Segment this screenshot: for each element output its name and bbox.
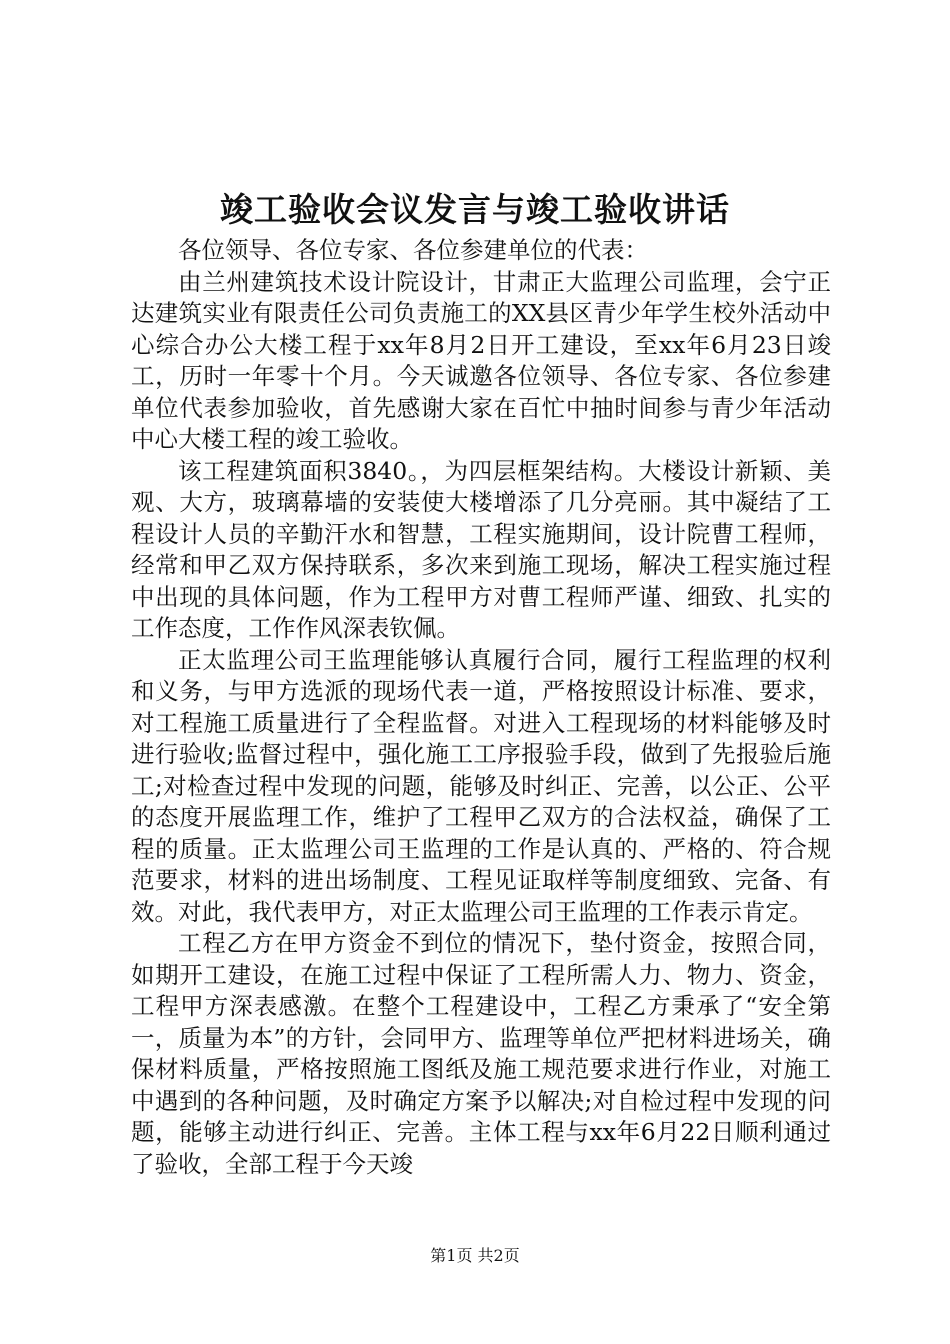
paragraph-building-design: 该工程建筑面积3840。，为四层框架结构。大楼设计新颖、美观、大方，玻璃幕墙的安装使大楼增添了几分亮丽。其中凝结了工程设计人员的辛勤汗水和智慧，工程实施期间，设计院曹工程师，经常和甲乙双方保持联系，多次来到施工现场，解决工程实施过程中出现的具体问题，作为工程甲方对曹工程师严谨、细致、扎实的工作态度，工作作风深表钦佩。 [131,456,831,642]
paragraph-contractor: 工程乙方在甲方资金不到位的情况下，垫付资金，按照合同，如期开工建设，在施工过程中保证了工程所需人力、物力、资金，工程甲方深表感激。在整个工程建设中，工程乙方秉承了“安全第一，质量为本”的方针，会同甲方、监理等单位严把材料进场关，确保材料质量，严格按照施工图纸及施工规范要求进行作业，对施工中遇到的各种问题，及时确定方案予以解决;对自检过程中发现的问题，能够主动进行纠正、完善。主体工程与xx年6月22日顺利通过了验收，全部工程于今天竣 [131,929,831,1178]
paragraph-supervision: 正太监理公司王监理能够认真履行合同，履行工程监理的权利和义务，与甲方选派的现场代表一道，严格按照设计标准、要求，对工程施工质量进行了全程监督。对进入工程现场的材料能够及时进行验收;监督过程中，强化施工工序报验手段，做到了先报验后施工;对检查过程中发现的问题，能够及时纠正、完善，以公正、公平的态度开展监理工作，维护了工程甲乙双方的合法权益，确保了工程的质量。正太监理公司王监理的工作是认真的、严格的、符合规范要求，材料的进出场制度、工程见证取样等制度细致、完备、有效。对此，我代表甲方，对正太监理公司王监理的工作表示肯定。 [131,645,831,926]
page-number-footer: 第1页 共2页 [430,1246,520,1265]
paragraph-salutation: 各位领导、各位专家、各位参建单位的代表： [178,236,648,264]
paragraph-project-intro: 由兰州建筑技术设计院设计，甘肃正大监理公司监理，会宁正达建筑实业有限责任公司负责施工的XX县区青少年学生校外活动中心综合办公大楼工程于xx年8月2日开工建设，至xx年6月23日竣工，历时一年零十个月。今天诚邀各位领导、各位专家、各位参建单位代表参加验收，首先感谢大家在百忙中抽时间参与青少年活动中心大楼工程的竣工验收。 [131,267,831,453]
document-title: 竣工验收会议发言与竣工验收讲话 [220,190,730,229]
document-body [131,235,831,1180]
